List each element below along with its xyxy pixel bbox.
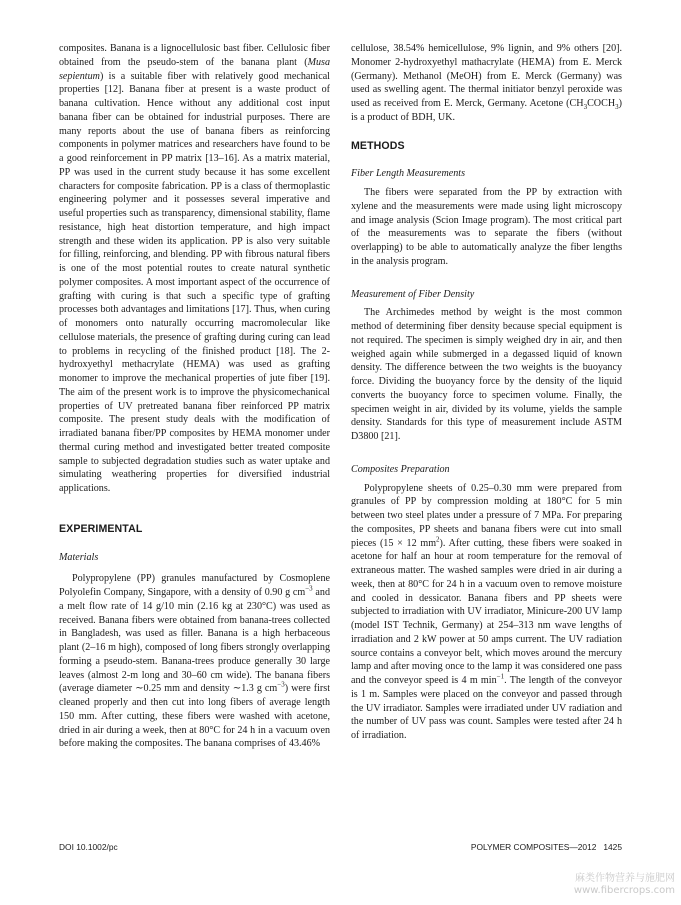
composites-preparation-heading: Composites Preparation: [351, 463, 450, 475]
watermark-chinese: 麻类作物营养与施肥网: [575, 873, 675, 884]
materials-paragraph: Polypropylene (PP) granules manufactured by Cosmoplene Polyolefin Company, Singapore, with a density of 0.90 g $cm^{-3}$ and a melt flow rate of 14 g/10 min (2.16 kg at 230°C) was used as received. Banana fibers were obtained from banana-trees collected in Bangladesh, was used as filler. Banana is a high herbaceous plant (2–16 m high), composed of long fibers strongly overlapping forming a pseudo-stem. Banana-trees produce generally 30 large leaves (almost 2-m long and 30–60 cm wide). The banana fibers (average diameter ∼0.25 mm and density ∼1.3 g $cm^{-3}$) were first cleaned properly and then cut into long fibers of average length 150 mm. After cutting, these fibers were washed with acetone, dried in air during a week, then at 80°C for 24 h in a vacuum oven before making the composites. The banana comprises of 43.46%: [59, 573, 331, 750]
fiber-density-paragraph: The Archimedes method by weight is the most common method of determining fiber density because special equipment is not required. The specimen is simply weighed dry in air, and then weighed again while submerged in a degassed liquid of known density. The difference between the two weights is the buoyancy force. Dividing the buoyancy force by the density of the liquid converts the buoyancy force to specimen volume. Finally, the specimen weight in air, divided by its volume, yields the sample density. Standards for this type of measurement include ASTM D3800 [21].: [351, 307, 622, 442]
site-watermark: [574, 873, 675, 897]
fiber-length-paragraph: The fibers were separated from the PP by extraction with xylene and the measurements were made using light microscopy and image analysis (Scion Image program). The most critical part of the measurements was to separate the fibers (without overlapping) to be able to automatically analyze the fiber lengths in the analysis program.: [351, 187, 622, 267]
materials-continued-paragraph: cellulose, 38.54% hemicellulose, 9% lignin, and 9% others [20]. Monomer 2-hydroxyethyl mathacrylate (HEMA) from E. Merck (Germany). Methanol (MeOH) from E. Merck (Germany) was used as swelling agent. The thermal initiator benzyl peroxide was used as received from E. Merck, Germany. Acetone $(CH_3COCH_3)$ is a product of BDH, UK.: [351, 43, 622, 123]
watermark-url: www.fibercrops.com: [573, 885, 675, 896]
right-column: [351, 42, 622, 743]
fiber-density-heading: Measurement of Fiber Density: [351, 288, 475, 300]
left-column: [59, 42, 330, 751]
intro-paragraph: composites. Banana is a lignocellulosic bast fiber. Cellulosic fiber obtained from the pseudo-stem of the banana plant (Musa sepientum) is a suitable fiber with relatively good mechanical properties [12]. Banana fiber at present is a waste product of banana cultivation. Hence without any additional cost input banana fiber can be obtained for industrial purposes. There are many reports about the use of banana fibers as reinforcing components in polymer matrices and researchers have found to be a good reinforcement in PP matrix [13–16]. As a matrix material, PP was used in the current study because it has some excellent characters for composite fabrication. PP is a class of thermoplastic engineering polymer and it possesses several imperative and useful properties such as transparency, dimensional stability, flame resistance, high heat distortion temperature, and high impact strength and these widen its application. PP is also very suitable for filling, reinforcing, and blending. PP with fibrous natural fibers is one of the most potential routes to create natural synthetic polymer composites. A most important aspect of the occurrence of grafting with curing is that such a specific type of grafting processes both advantages and limitations [17]. Thus, when curing of monomers onto naturally occurring macromolecular like cellulose materials, the presence of grafting during curing can lead to problems in recycling of the finished product [18]. The 2-hydroxyethyl methacrylate (HEMA) was used as grafting monomer to improve the mechanical properties of jute fiber [19]. The aim of the present work is to improve the physicomechanical properties of UV pretreated banana fiber reinforced PP matrix composite. The present study deals with the modification of irradiated banana fiber/PP composites by HEMA monomer under thermal curing method and investigated better treated composite sample to subjected degradation studies such as water uptake and simulating weathering properties for diversified industrial applications.: [59, 43, 330, 494]
journal-page-footer: POLYMER COMPOSITES—2012 1425: [470, 842, 622, 852]
species-name: Musa sepientum: [59, 56, 330, 82]
experimental-heading: EXPERIMENTAL: [59, 522, 143, 535]
fiber-length-heading: Fiber Length Measurements: [351, 168, 466, 180]
materials-heading: Materials: [59, 551, 99, 563]
doi-footer: DOI 10.1002/pc: [59, 842, 118, 852]
methods-heading: METHODS: [351, 139, 405, 152]
composites-preparation-paragraph: Polypropylene sheets of 0.25–0.30 mm were prepared from granules of PP by compression molding at 180°C for 5 min between two steel plates under a pressure of 7 MPa. For preparing the composites, PP sheets and banana fibers were cut into small pieces (15 × 12 $mm^2$). After cutting, these fibers were soaked in acetone for half an hour at room temperature for the removal of extraneous matter. The washed samples were dried in air during a week, then at 80°C for 24 h in a vacuum oven to remove moisture and cooled in dessicator. Banana fibers and PP sheets were subjected to irradiation with UV irradiator, Minicure-200 UV lamp (model IST Technik, Germany) at 254–313 nm wave lengths of irradiation and 2 kW power at 50 amps current. The UV radiation source contains a conveyor belt, which moves around the mercury lamp and after moving once to the lamp it was considered one pass and the conveyor speed is 4 m $\min^{-1}$. The length of the conveyor is 1 m. Samples were placed on the conveyor and passed through the UV irradiator. Samples were irradiated under UV radiation and the number of UV pass was count. Samples were tested after 24 h of irradiation.: [351, 482, 622, 741]
